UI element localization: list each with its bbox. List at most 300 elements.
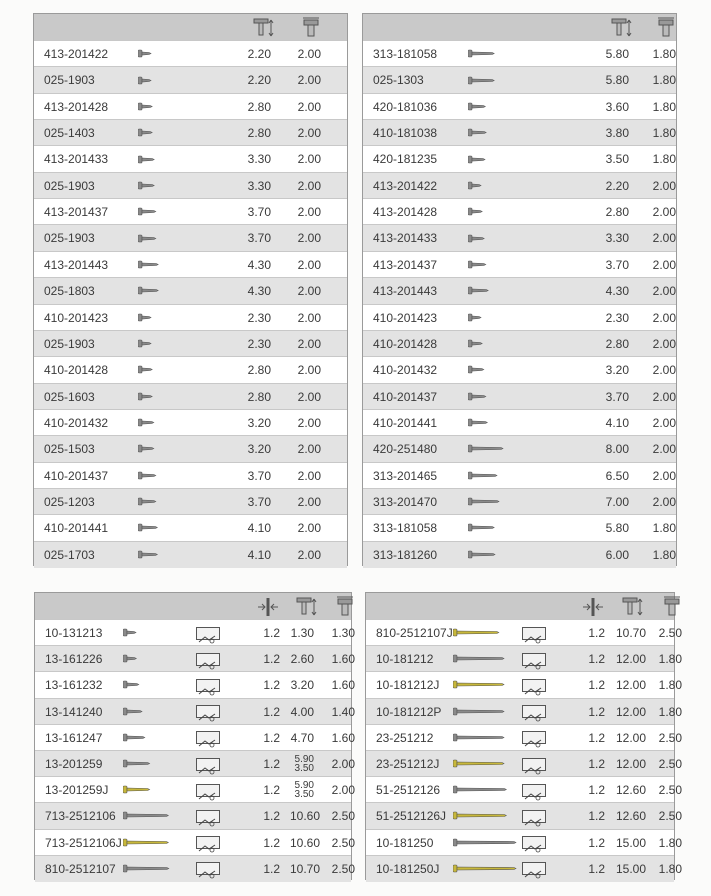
screw-image (468, 181, 482, 191)
head-diameter: 2.00 (297, 547, 321, 562)
drill-tool-icon (196, 862, 220, 875)
screw-image (138, 234, 157, 244)
table-row (363, 435, 676, 462)
part-number: 713-2512106 (45, 809, 116, 824)
head-diameter: 2.50 (331, 835, 355, 850)
screw-length: 4.30 (247, 284, 271, 299)
drill-tool-icon (196, 705, 220, 718)
head-diameter: 2.00 (652, 415, 676, 430)
part-number: 410-201423 (44, 310, 109, 325)
screw-image (123, 707, 143, 717)
head-diameter: 2.00 (652, 494, 676, 509)
part-number: 13-201259J (45, 783, 109, 798)
spec-table-bottom-left (34, 592, 355, 880)
part-number: 713-2512106J (45, 835, 122, 850)
screw-image (138, 497, 157, 507)
drill-tool-icon (522, 758, 546, 771)
head-diameter: 2.00 (297, 468, 321, 483)
head-diameter: 1.80 (658, 652, 682, 667)
head-diameter: 1.80 (652, 126, 676, 141)
screw-length: 12.60 (616, 783, 647, 798)
part-number: 025-1503 (44, 442, 95, 457)
screw-image (138, 471, 157, 481)
screw-length: 4.10 (605, 415, 629, 430)
part-number: 51-2512126J (376, 809, 447, 824)
head-diameter: 1.60 (331, 678, 355, 693)
screw-image (123, 838, 169, 848)
table-row (366, 724, 682, 751)
screw-length: 2.80 (247, 363, 271, 378)
tip-diameter: 1.2 (588, 783, 605, 798)
screw-image (453, 838, 517, 848)
table-row (363, 93, 676, 120)
part-number: 410-201428 (44, 363, 109, 378)
spec-table-top-left (33, 13, 348, 566)
part-number: 025-1703 (44, 547, 95, 562)
drill-tool-icon (196, 810, 220, 823)
table-row (35, 802, 355, 829)
tip-diameter: 1.2 (588, 678, 605, 693)
head-diameter: 2.00 (652, 310, 676, 325)
screw-length: 2.20 (247, 73, 271, 88)
drill-tool-icon (522, 627, 546, 640)
screw-length: 2.80 (605, 336, 629, 351)
screw-length-icon (609, 17, 633, 39)
screw-length: 2.80 (247, 389, 271, 404)
screw-image (138, 49, 152, 59)
table-row (35, 698, 355, 725)
screw-image (453, 759, 505, 769)
screw-length: 3.20 (247, 415, 271, 430)
screw-length-short: 3.50 (294, 789, 314, 801)
part-number: 410-201437 (373, 389, 438, 404)
table-row (363, 172, 676, 199)
head-diameter: 1.80 (652, 47, 676, 61)
table-row (35, 645, 355, 672)
table-row (35, 619, 355, 646)
drill-tool-icon (196, 627, 220, 640)
screw-length: 4.30 (605, 284, 629, 299)
head-diameter: 2.00 (297, 73, 321, 88)
screw-image (468, 76, 495, 86)
table-row (366, 776, 682, 803)
head-diameter: 2.00 (297, 178, 321, 193)
screw-image (138, 128, 153, 138)
screw-image (453, 707, 505, 717)
part-number: 10-131213 (45, 626, 103, 640)
tip-diameter: 1.2 (263, 678, 280, 693)
head-diameter: 2.00 (297, 47, 321, 61)
screw-length: 10.60 (290, 835, 321, 850)
screw-image (468, 471, 498, 481)
part-number: 410-201441 (373, 415, 438, 430)
screw-image (468, 260, 487, 270)
part-number: 313-201465 (373, 468, 438, 483)
table-row (34, 198, 347, 225)
head-diameter: 2.00 (297, 494, 321, 509)
head-diameter: 1.80 (652, 521, 676, 536)
screw-image (138, 155, 155, 165)
table-row (35, 671, 355, 698)
tip-diameter: 1.2 (263, 835, 280, 850)
screw-length: 3.30 (605, 231, 629, 246)
screw-length: 12.00 (616, 757, 647, 771)
drill-tool-icon (522, 784, 546, 797)
tip-diameter-icon (256, 596, 280, 618)
table-row (34, 251, 347, 278)
screw-length: 3.20 (605, 363, 629, 378)
screw-length: 5.80 (605, 47, 629, 61)
head-diameter: 2.50 (658, 757, 682, 771)
tip-diameter: 1.2 (588, 730, 605, 745)
screw-length: 3.70 (605, 389, 629, 404)
screw-image (468, 313, 482, 323)
table-row (34, 66, 347, 93)
head-diameter: 1.80 (652, 73, 676, 88)
screw-length: 2.20 (605, 178, 629, 193)
screw-length-icon (620, 596, 644, 618)
screw-length: 2.80 (247, 126, 271, 141)
tip-diameter: 1.2 (588, 809, 605, 824)
head-diameter: 1.80 (658, 861, 682, 876)
part-number: 413-201437 (44, 205, 109, 220)
table-row (363, 541, 676, 568)
screw-image (468, 155, 486, 165)
part-number: 13-141240 (45, 704, 103, 719)
part-number: 025-1403 (44, 126, 95, 141)
part-number: 410-201432 (44, 415, 109, 430)
screw-length: 4.30 (247, 257, 271, 272)
drill-tool-icon (522, 810, 546, 823)
head-diameter: 2.00 (331, 757, 355, 771)
screw-length-short: 3.50 (294, 763, 314, 775)
part-number: 420-181235 (373, 152, 438, 167)
tip-diameter: 1.2 (263, 783, 280, 798)
table-row (34, 541, 347, 568)
part-number: 13-201259 (45, 757, 103, 771)
screw-image (468, 49, 495, 59)
table-row (366, 645, 682, 672)
screw-head-diameter-icon (654, 17, 678, 39)
screw-image (468, 286, 489, 296)
screw-length: 2.30 (605, 310, 629, 325)
table-row (366, 750, 682, 777)
head-diameter: 1.80 (658, 678, 682, 693)
part-number: 025-1903 (44, 336, 95, 351)
screw-image (468, 365, 485, 375)
head-diameter: 2.50 (331, 809, 355, 824)
table-row (366, 671, 682, 698)
screw-length: 12.00 (616, 704, 647, 719)
drill-tool-icon (196, 784, 220, 797)
tip-diameter: 1.2 (263, 626, 280, 640)
part-number: 410-201423 (373, 310, 438, 325)
screw-length: 4.10 (247, 521, 271, 536)
screw-length: 3.70 (605, 257, 629, 272)
screw-image (468, 102, 486, 112)
part-number: 025-1303 (373, 73, 424, 88)
screw-image (138, 550, 158, 560)
table-row (34, 330, 347, 357)
tip-diameter: 1.2 (588, 626, 605, 640)
screw-image (453, 733, 505, 743)
head-diameter: 2.00 (652, 205, 676, 220)
table-row (366, 698, 682, 725)
screw-length-icon (294, 596, 318, 618)
table-row (363, 356, 676, 383)
table-row (34, 172, 347, 199)
screw-length (290, 777, 314, 803)
tip-diameter: 1.2 (263, 861, 280, 876)
head-diameter: 2.00 (297, 126, 321, 141)
screw-length: 2.20 (247, 47, 271, 61)
part-number: 13-161226 (45, 652, 103, 667)
table-row (363, 277, 676, 304)
part-number: 413-201422 (373, 178, 438, 193)
table-row (34, 93, 347, 120)
part-number: 413-201433 (44, 152, 109, 167)
part-number: 025-1903 (44, 73, 95, 88)
screw-length: 12.00 (616, 678, 647, 693)
table-row (363, 488, 676, 515)
drill-tool-icon (196, 758, 220, 771)
screw-length: 10.60 (290, 809, 321, 824)
part-number: 410-201432 (373, 363, 438, 378)
screw-image (138, 444, 155, 454)
part-number: 410-201437 (44, 468, 109, 483)
part-number: 10-181212 (376, 652, 434, 667)
screw-length: 4.00 (290, 704, 314, 719)
head-diameter: 2.00 (652, 231, 676, 246)
part-number: 413-201433 (373, 231, 438, 246)
screw-length: 3.70 (247, 494, 271, 509)
table-row (34, 435, 347, 462)
screw-length: 12.00 (616, 730, 647, 745)
screw-length: 12.60 (616, 809, 647, 824)
screw-length-icon (251, 17, 275, 39)
screw-length: 3.80 (605, 126, 629, 141)
table-row (366, 829, 682, 856)
table-row (34, 514, 347, 541)
screw-length: 1.30 (290, 626, 314, 640)
head-diameter: 2.50 (658, 730, 682, 745)
screw-head-diameter-icon (299, 17, 323, 39)
screw-image (138, 313, 152, 323)
part-number: 410-201441 (44, 521, 109, 536)
screw-image (138, 418, 155, 428)
head-diameter: 1.30 (331, 626, 355, 640)
part-number: 025-1803 (44, 284, 95, 299)
screw-image (123, 733, 146, 743)
table-row (363, 66, 676, 93)
part-number: 313-181058 (373, 47, 438, 61)
head-diameter: 1.80 (658, 704, 682, 719)
head-diameter: 2.00 (297, 442, 321, 457)
table-row (363, 330, 676, 357)
head-diameter: 1.80 (658, 835, 682, 850)
screw-length: 3.50 (605, 152, 629, 167)
screw-image (138, 365, 153, 375)
table-row (34, 224, 347, 251)
screw-image (468, 418, 488, 428)
table-row (363, 119, 676, 146)
head-diameter: 2.50 (658, 626, 682, 640)
table-row (363, 514, 676, 541)
screw-length: 3.20 (290, 678, 314, 693)
table-row (366, 855, 682, 882)
tip-diameter: 1.2 (263, 704, 280, 719)
screw-length: 4.70 (290, 730, 314, 745)
screw-image (123, 759, 151, 769)
screw-image (138, 260, 159, 270)
screw-length: 2.30 (247, 310, 271, 325)
tip-diameter: 1.2 (588, 704, 605, 719)
head-diameter: 1.60 (331, 652, 355, 667)
drill-tool-icon (522, 731, 546, 744)
screw-length: 3.70 (247, 205, 271, 220)
part-number: 413-201428 (44, 99, 109, 114)
table-row (366, 802, 682, 829)
part-number: 23-251212 (376, 730, 434, 745)
screw-length (290, 751, 314, 777)
screw-image (123, 811, 169, 821)
screw-length: 15.00 (616, 861, 647, 876)
spec-table-top-right (362, 13, 677, 566)
head-diameter: 2.50 (658, 783, 682, 798)
tip-diameter: 1.2 (588, 835, 605, 850)
spec-table-bottom-right (365, 592, 682, 880)
drill-tool-icon (196, 731, 220, 744)
screw-length: 2.80 (605, 205, 629, 220)
table-row (34, 40, 347, 67)
screw-length: 3.30 (247, 178, 271, 193)
head-diameter: 2.00 (297, 99, 321, 114)
head-diameter: 2.50 (658, 809, 682, 824)
head-diameter: 2.00 (652, 442, 676, 457)
screw-image (123, 628, 137, 638)
head-diameter: 2.00 (652, 389, 676, 404)
screw-length: 2.60 (290, 652, 314, 667)
table-row (363, 304, 676, 331)
screw-image (138, 207, 157, 217)
part-number: 13-161232 (45, 678, 103, 693)
screw-image (468, 392, 487, 402)
head-diameter: 2.00 (297, 363, 321, 378)
drill-tool-icon (522, 836, 546, 849)
screw-length: 12.00 (616, 652, 647, 667)
screw-length: 15.00 (616, 835, 647, 850)
drill-tool-icon (196, 836, 220, 849)
part-number: 313-181058 (373, 521, 438, 536)
screw-head-diameter-icon (660, 596, 684, 618)
head-diameter: 2.00 (652, 363, 676, 378)
head-diameter: 2.00 (652, 284, 676, 299)
table-row (363, 224, 676, 251)
table-row (366, 619, 682, 646)
table-header (366, 593, 674, 620)
screw-head-diameter-icon (333, 596, 357, 618)
part-number: 10-181212J (376, 678, 440, 693)
part-number: 10-181250J (376, 861, 440, 876)
head-diameter: 1.60 (331, 730, 355, 745)
tip-diameter: 1.2 (263, 809, 280, 824)
table-row (363, 198, 676, 225)
screw-image (468, 234, 485, 244)
screw-length: 5.80 (605, 73, 629, 88)
screw-length: 8.00 (605, 442, 629, 457)
head-diameter: 1.40 (331, 704, 355, 719)
table-row (34, 304, 347, 331)
screw-image (138, 339, 152, 349)
screw-image (453, 628, 500, 638)
screw-length: 10.70 (616, 626, 647, 640)
head-diameter: 2.00 (297, 205, 321, 220)
head-diameter: 2.00 (297, 521, 321, 536)
table-row (35, 829, 355, 856)
screw-length: 3.20 (247, 442, 271, 457)
screw-image (123, 680, 140, 690)
table-row (34, 409, 347, 436)
tip-diameter: 1.2 (588, 861, 605, 876)
screw-image (468, 339, 483, 349)
drill-tool-icon (522, 705, 546, 718)
table-row (34, 462, 347, 489)
table-row (34, 277, 347, 304)
part-number: 313-181260 (373, 547, 438, 562)
drill-tool-icon (522, 862, 546, 875)
head-diameter: 2.00 (297, 284, 321, 299)
screw-image (123, 864, 170, 874)
table-row (34, 488, 347, 515)
head-diameter: 2.00 (297, 389, 321, 404)
head-diameter: 2.00 (331, 783, 355, 798)
screw-image (468, 523, 495, 533)
head-diameter: 1.80 (652, 152, 676, 167)
head-diameter: 1.80 (652, 99, 676, 114)
screw-image (123, 785, 151, 795)
table-row (363, 409, 676, 436)
part-number: 420-181036 (373, 99, 438, 114)
drill-tool-icon (196, 679, 220, 692)
head-diameter: 2.00 (652, 336, 676, 351)
screw-image (468, 207, 483, 217)
head-diameter: 2.00 (297, 257, 321, 272)
head-diameter: 2.00 (652, 257, 676, 272)
screw-length: 2.80 (247, 99, 271, 114)
screw-length: 10.70 (290, 861, 321, 876)
head-diameter: 2.00 (652, 468, 676, 483)
part-number: 025-1203 (44, 494, 95, 509)
screw-length: 7.00 (605, 494, 629, 509)
screw-length-long: 5.90 (294, 754, 314, 766)
head-diameter: 2.50 (331, 861, 355, 876)
part-number: 810-2512107 (45, 861, 116, 876)
head-diameter: 2.00 (297, 310, 321, 325)
tip-diameter: 1.2 (588, 757, 605, 771)
part-number: 410-181038 (373, 126, 438, 141)
tip-diameter-icon (581, 596, 605, 618)
screw-length: 3.70 (247, 231, 271, 246)
screw-image (453, 680, 505, 690)
screw-image (468, 497, 500, 507)
part-number: 810-2512107J (376, 626, 453, 640)
table-row (35, 776, 355, 803)
part-number: 13-161247 (45, 730, 103, 745)
table-row (363, 251, 676, 278)
screw-image (138, 286, 159, 296)
head-diameter: 2.00 (297, 336, 321, 351)
table-header (35, 593, 351, 620)
